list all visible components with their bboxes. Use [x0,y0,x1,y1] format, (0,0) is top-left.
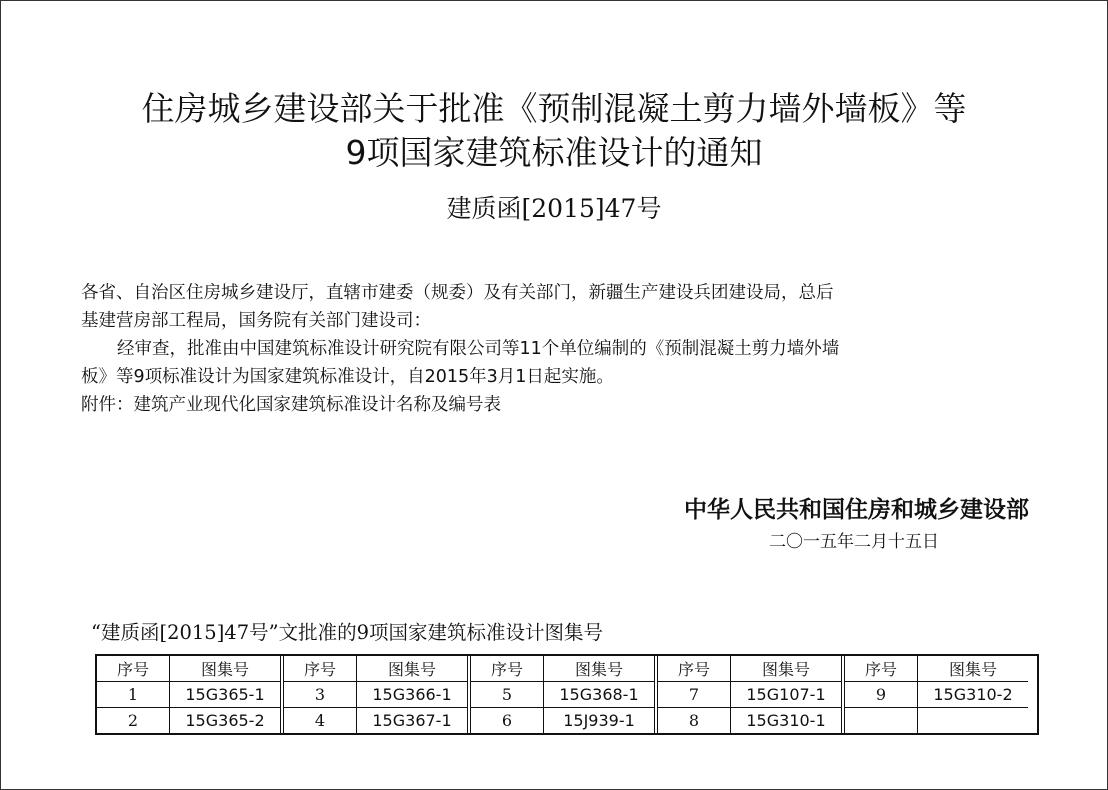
code-cell: 15G310-2 [933,685,1013,704]
table-row [284,707,467,733]
header-seq-cell: 序号 [845,656,918,681]
table-header-row [97,656,280,681]
table-header-row [658,656,841,681]
header-code-cell: 图集号 [387,660,436,679]
seq-cell: 6 [471,708,544,733]
seq-cell: 5 [471,682,544,707]
table-header-row [284,656,467,681]
document-number: 建质函[2015]47号 [446,194,662,223]
recipients-line-1: 各省、自治区住房城乡建设厅，直辖市建委（规委）及有关部门，新疆生产建设兵团建设局，总后 [81,283,834,303]
header-code-cell: 图集号 [200,660,249,679]
code-cell: 15G365-1 [185,685,265,704]
table-row [284,681,467,707]
header-seq-cell: 序号 [284,656,357,681]
document-title [1,87,1107,175]
seq-cell: 9 [845,682,918,707]
atlas-number-table [95,654,1039,735]
title-line-2: 9项国家建筑标准设计的通知 [345,133,763,172]
recipients-line-2: 基建营房部工程局，国务院有关部门建设司： [81,311,431,331]
table-header-row [471,656,654,681]
title-line-1: 住房城乡建设部关于批准《预制混凝土剪力墙外墙板》等 [141,89,967,128]
code-cell [918,708,1028,733]
issue-date: 二〇一五年二月十五日 [769,532,939,552]
table-row [471,681,654,707]
code-cell: 15G310-1 [746,711,826,730]
header-seq-cell: 序号 [471,656,544,681]
header-code-cell: 图集号 [574,660,623,679]
table-group [97,656,280,733]
code-cell: 15J939-1 [563,711,635,730]
table-row [471,707,654,733]
issuer-name: 中华人民共和国住房和城乡建设部 [684,497,1029,523]
approval-line-1: 经审查，批准由中国建筑标准设计研究院有限公司等11个单位编制的《预制混凝土剪力墙外墙 [117,339,840,359]
header-seq-cell: 序号 [658,656,731,681]
table-row [845,681,1028,707]
seq-cell [845,708,918,733]
seq-cell: 7 [658,682,731,707]
table-row [658,681,841,707]
code-cell: 15G367-1 [372,711,452,730]
seq-cell: 2 [97,708,170,733]
seq-cell: 4 [284,708,357,733]
header-seq-cell: 序号 [97,656,170,681]
table-caption: “建质函[2015]47号”文批准的9项国家建筑标准设计图集号 [91,621,603,644]
header-code-cell: 图集号 [761,660,810,679]
table-group [280,656,467,733]
table-row [97,681,280,707]
header-code-cell: 图集号 [948,660,997,679]
table-header-row [845,656,1028,681]
table-row [97,707,280,733]
approval-line-2: 板》等9项标准设计为国家建筑标准设计，自2015年3月1日起实施。 [81,367,614,387]
document-body [81,279,1041,419]
attachment-line: 附件：建筑产业现代化国家建筑标准设计名称及编号表 [81,395,501,415]
table-group [654,656,841,733]
seq-cell: 8 [658,708,731,733]
code-cell: 15G107-1 [746,685,826,704]
code-cell: 15G366-1 [372,685,452,704]
table-row [845,707,1028,733]
table-group [841,656,1028,733]
seq-cell: 1 [97,682,170,707]
table-row [658,707,841,733]
table-group [467,656,654,733]
code-cell: 15G365-2 [185,711,265,730]
code-cell: 15G368-1 [559,685,639,704]
seq-cell: 3 [284,682,357,707]
